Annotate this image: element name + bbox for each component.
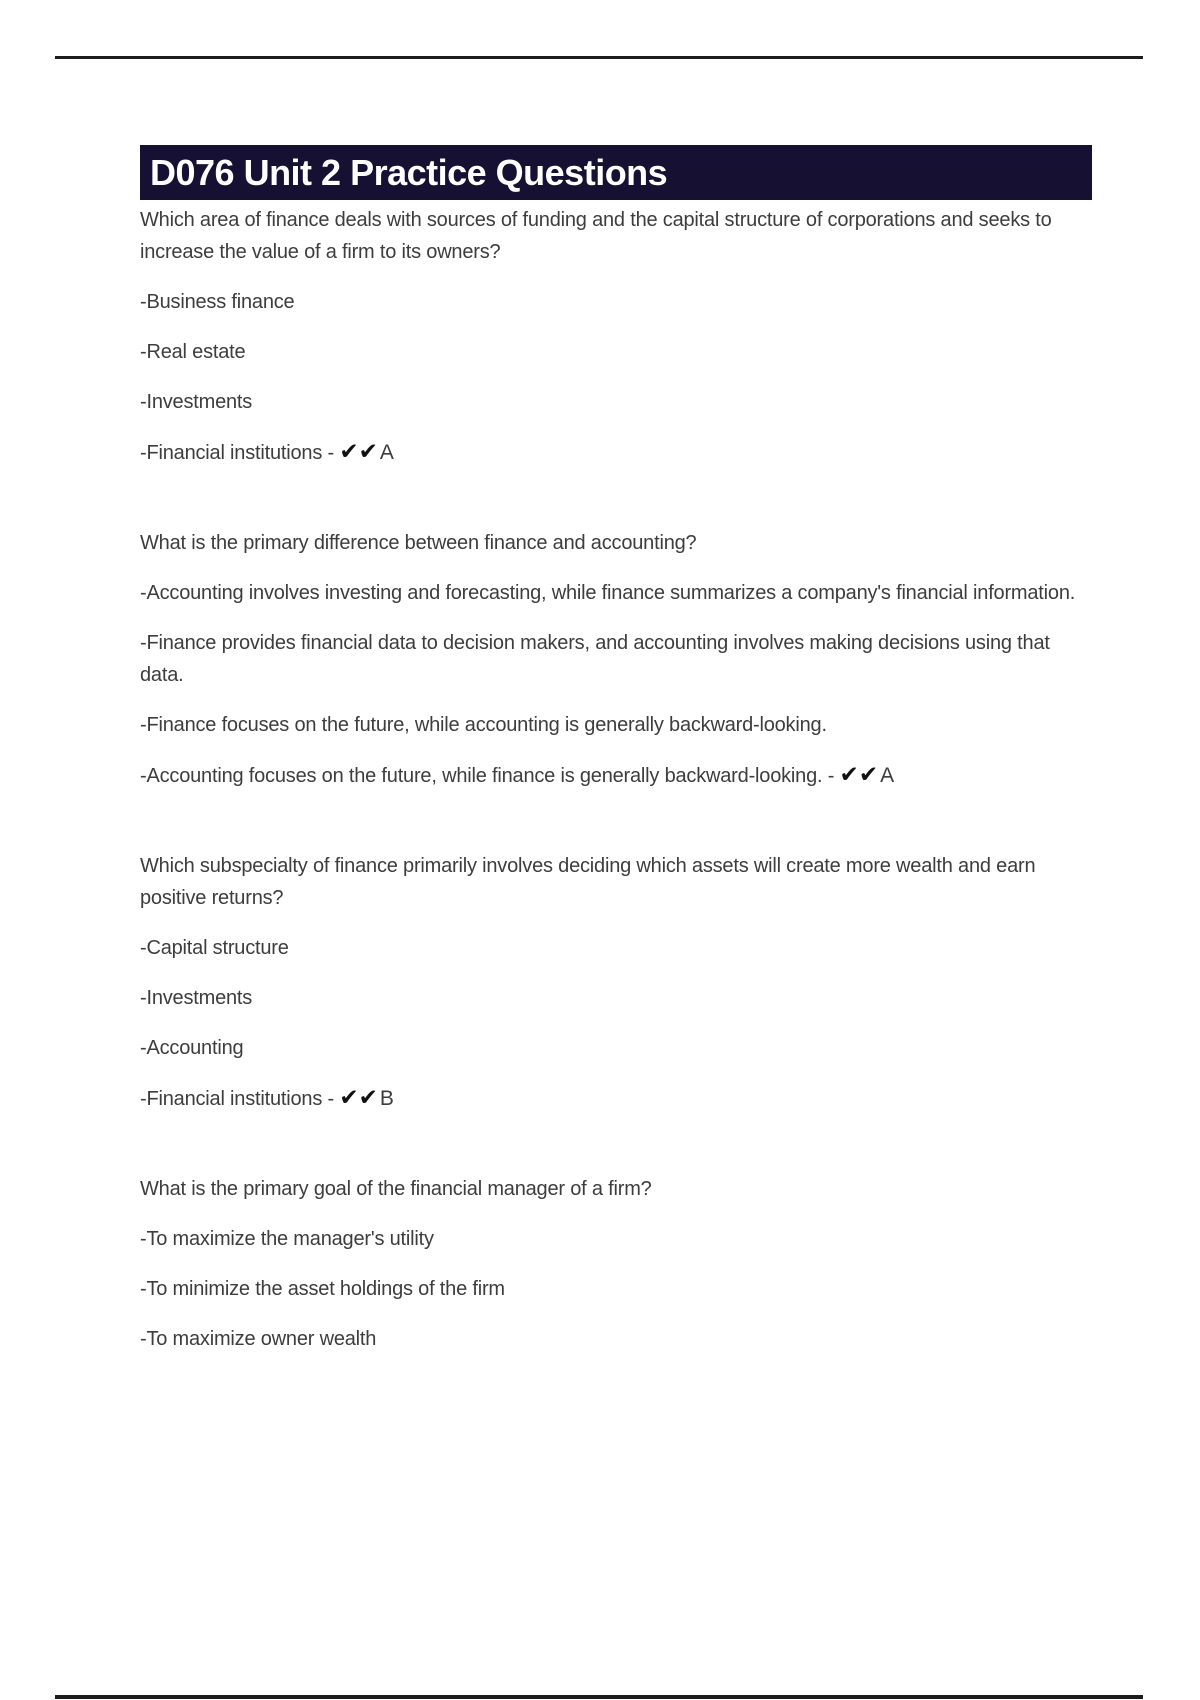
answer-option	[140, 577, 1092, 609]
answer-option	[140, 932, 1092, 964]
answer-option-text: -Finance focuses on the future, while accounting is generally backward-looking.	[140, 714, 827, 736]
answer-option	[140, 386, 1092, 418]
answer-option-text: -To maximize owner wealth	[140, 1328, 377, 1350]
question-block	[140, 204, 1092, 469]
question-text: Which area of finance deals with sources of funding and the capital structure of corporations and seeks to increase the value of a firm to its owners?	[140, 209, 1052, 263]
question-block	[140, 850, 1092, 1115]
answer-option-text: -Finance provides financial data to decision makers, and accounting involves making decisions using that data.	[140, 632, 1050, 686]
answer-option	[140, 1082, 1092, 1115]
question-text: What is the primary difference between finance and accounting?	[140, 532, 697, 554]
correct-answer-letter: B	[379, 1087, 394, 1110]
answer-option	[140, 436, 1092, 469]
question-text: What is the primary goal of the financial manager of a firm?	[140, 1178, 652, 1200]
answer-option-text: -To minimize the asset holdings of the firm	[140, 1278, 505, 1300]
correct-answer-checkmarks-icon: ✔✔	[339, 1085, 378, 1111]
answer-option-text: -Financial institutions -	[140, 1088, 340, 1110]
footer-rule	[55, 1695, 1143, 1699]
correct-answer-checkmarks-icon: ✔✔	[839, 762, 879, 788]
answer-option-text: -Business finance	[140, 291, 295, 313]
answer-option-text: -Real estate	[140, 341, 246, 363]
answer-option	[140, 627, 1092, 691]
correct-answer-letter: A	[880, 764, 894, 787]
answer-option	[140, 286, 1092, 318]
answer-option-text: -Investments	[140, 987, 253, 1009]
correct-answer-checkmarks-icon: ✔✔	[339, 439, 378, 465]
content-column	[140, 145, 1092, 1413]
answer-option	[140, 709, 1092, 741]
title-banner	[140, 145, 1092, 200]
answer-option-text: -To maximize the manager's utility	[140, 1228, 434, 1250]
answer-option	[140, 982, 1092, 1014]
answer-option	[140, 1323, 1092, 1355]
correct-answer-letter: A	[379, 441, 394, 464]
page-title: D076 Unit 2 Practice Questions	[150, 152, 668, 193]
answer-option	[140, 759, 1092, 792]
answer-option-text: -Accounting focuses on the future, while finance is generally backward-looking. -	[140, 765, 840, 787]
answer-option-text: -Financial institutions -	[140, 442, 340, 464]
answer-option-text: -Accounting involves investing and forecasting, while finance summarizes a company's financial information.	[140, 582, 1076, 604]
question-block	[140, 527, 1092, 792]
answer-option	[140, 336, 1092, 368]
header-rule	[55, 56, 1143, 59]
answer-option	[140, 1032, 1092, 1064]
questions-list	[140, 204, 1092, 1355]
question-text: Which subspecialty of finance primarily involves deciding which assets will create more wealth and earn positive returns?	[140, 855, 1036, 909]
answer-option-text: -Investments	[140, 391, 253, 413]
answer-option	[140, 1273, 1092, 1305]
answer-option	[140, 1223, 1092, 1255]
answer-option-text: -Capital structure	[140, 937, 289, 959]
answer-option-text: -Accounting	[140, 1037, 244, 1059]
question-block	[140, 1173, 1092, 1355]
